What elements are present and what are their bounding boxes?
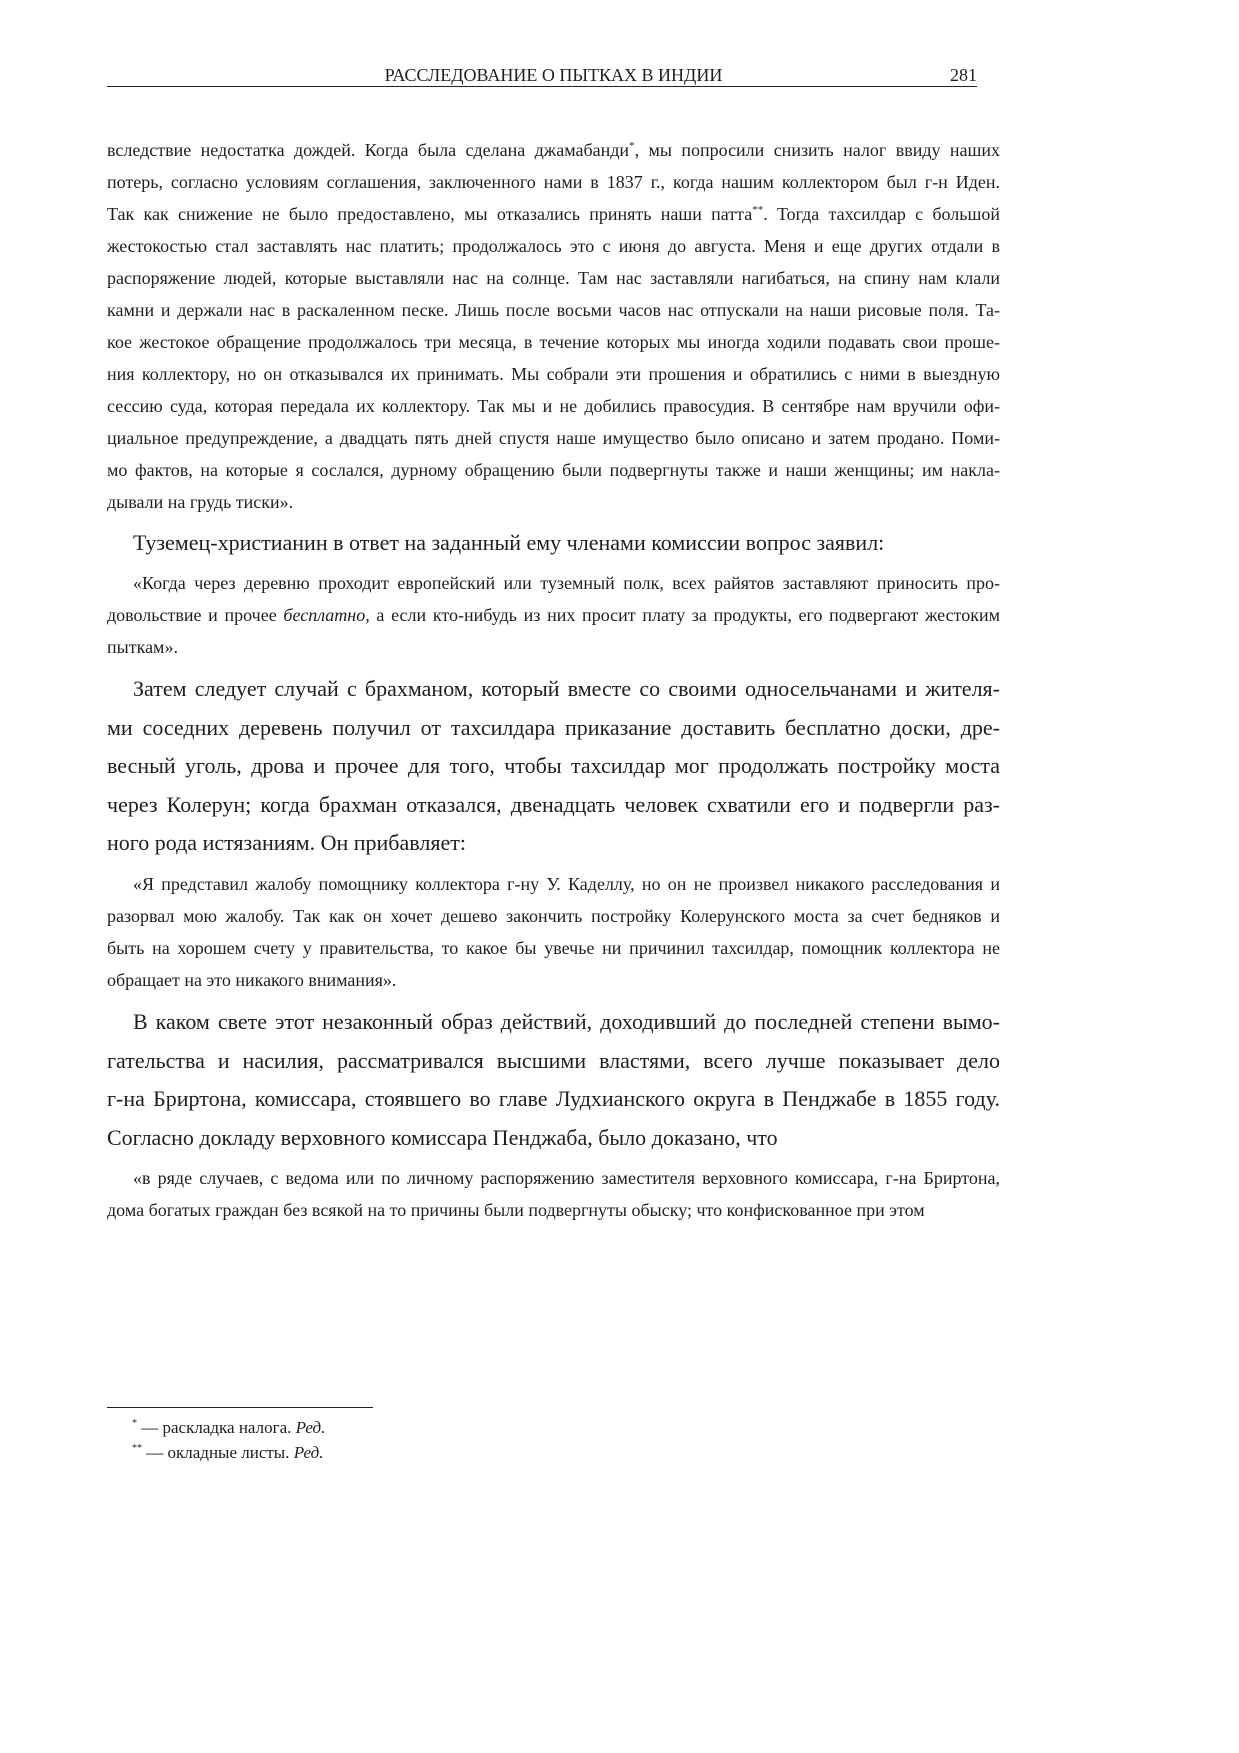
quoted-testimony [107,1162,1000,1226]
text-line: через Колерун; когда брахман отказался, двенадцать человек схватили его и подвергли раз- [107,791,1000,817]
running-head [107,63,1000,87]
text-line: быть на хорошем счету у правительства, то какое бы увечье ни причинил тахсилдар, помощник коллектора не [107,938,1000,958]
text-line: дывали на грудь тиски». [107,492,294,512]
text-segment: а если кто-нибудь из них просит плату за продукты, его подвергают жестоким [369,605,1000,625]
text-line: Затем следует случай с брахманом, который вместе со своими односельчанами и жителя- [133,676,1000,701]
text-line: ния коллектору, но он отказывался их принимать. Мы собрали эти прошения и обратились с ними в выездную [107,364,1000,384]
text-line: г-на Бриртона, комиссара, стоявшего во главе Лудхианского округа в Пенджабе в 1855 году. [107,1086,1000,1111]
text-line: дома богатых граждан без всякой на то причины были подвергнуты обыску; что конфискованное при этом [107,1200,925,1220]
text-line: мо фактов, на которые я сослался, дурному обращению были подвергнуты также и наши женщины; им накла- [107,460,1000,480]
text-line [107,198,1000,230]
text-segment: довольствие и прочее [107,605,284,625]
text-segment: . Тогда тахсилдар с большой [763,204,1000,224]
footnote-text: — окладные листы. [146,1443,290,1462]
footnote-mark: * [132,1418,137,1429]
emphasized-word: бесплатно, [283,605,370,625]
text-line: камни и держали нас в раскаленном песке. Лишь после восьми часов нас отпускали на наши рисовые поля. Та- [107,300,1000,320]
footnote-reference-mark: ** [752,204,764,216]
body-paragraph [107,524,1000,563]
footnote [107,1440,707,1465]
text-line: обращает на это никакого внимания». [107,970,397,990]
text-line: разорвал мою жалобу. Так как он хочет дешево закончить постройку Колерунского моста за счет бедняков и [107,906,1000,926]
body-paragraph [107,1003,1000,1157]
text-line: циальное предупреждение, а двадцать пять дней спустя наше имущество было описано и затем продано. Поми- [107,428,1000,448]
text-line: пыткам». [107,637,178,657]
footnote-rule [107,1407,373,1408]
text-line: ми соседних деревень получил от тахсилдара приказание доставить бесплатно доски, дре- [107,714,1000,740]
text-segment: Так как снижение не было предоставлено, мы отказались принять наши патта [107,204,753,224]
running-title: РАССЛЕДОВАНИЕ О ПЫТКАХ В ИНДИИ [384,65,723,85]
text-line: Туземец-христианин в ответ на заданный ему членами комиссии вопрос заявил: [133,530,885,555]
footnote-reference-mark: * [629,140,635,152]
quoted-testimony [107,868,1000,996]
text-line: распоряжение людей, которые выставляли нас на солнце. Там нас заставляли нагибаться, на спину нам клали [107,268,1000,288]
text-line [107,599,1000,631]
footnote-editor-note: Ред. [295,1418,326,1437]
text-line: потерь, согласно условиям соглашения, заключенного нами в 1837 г., когда нашим коллектором был г-н Иден. [107,172,1000,192]
footnote-editor-note: Ред. [293,1443,324,1462]
text-segment: вследствие недостатка дождей. Когда была сделана джамабанди [107,140,630,160]
text-line: «Я представил жалобу помощнику коллектора г-ну У. Каделлу, но он не произвел никакого расследования и [133,874,1000,894]
text-line: кое жестокое обращение продолжалось три месяца, в течение которых мы иногда ходили подавать свои проше- [107,332,1000,352]
footnote-mark: ** [132,1443,142,1454]
footnote [107,1415,707,1440]
text-line: сессию суда, которая передала их коллектору. Так мы и не добились правосудия. В сентябре нам вручили офи- [107,396,1000,416]
text-line: «в ряде случаев, с ведома или по личному распоряжению заместителя верховного комиссара, г-на Бриртона, [133,1168,1000,1188]
page-number: 281 [950,65,977,85]
text-segment: , мы попросили снизить налог ввиду наших [634,140,1000,160]
text-line: ного рода истязаниям. Он прибавляет: [107,830,466,855]
text-line: «Когда через деревню проходит европейский или туземный полк, всех райятов заставляют приносить про- [133,573,1000,593]
quoted-testimony [107,134,1000,518]
text-line: весный уголь, дрова и прочее для того, чтобы тахсилдар мог продолжать постройку моста [107,753,1000,778]
body-paragraph [107,670,1000,863]
text-line: гательства и насилия, рассматривался высшими властями, всего лучше показывает дело [107,1047,1000,1073]
text-line: жестокостью стал заставлять нас платить; продолжалось это с июня до августа. Меня и еще других отдали в [107,236,1000,256]
text-line [107,134,1000,166]
header-rule [107,86,977,87]
footnote-text: — раскладка налога. [141,1418,292,1437]
quoted-testimony [107,567,1000,663]
text-line: Согласно докладу верховного комиссара Пенджаба, было доказано, что [107,1124,778,1150]
text-line: В каком свете этот незаконный образ действий, доходивший до последней степени вымо- [133,1009,1000,1034]
footnotes [107,1415,707,1465]
